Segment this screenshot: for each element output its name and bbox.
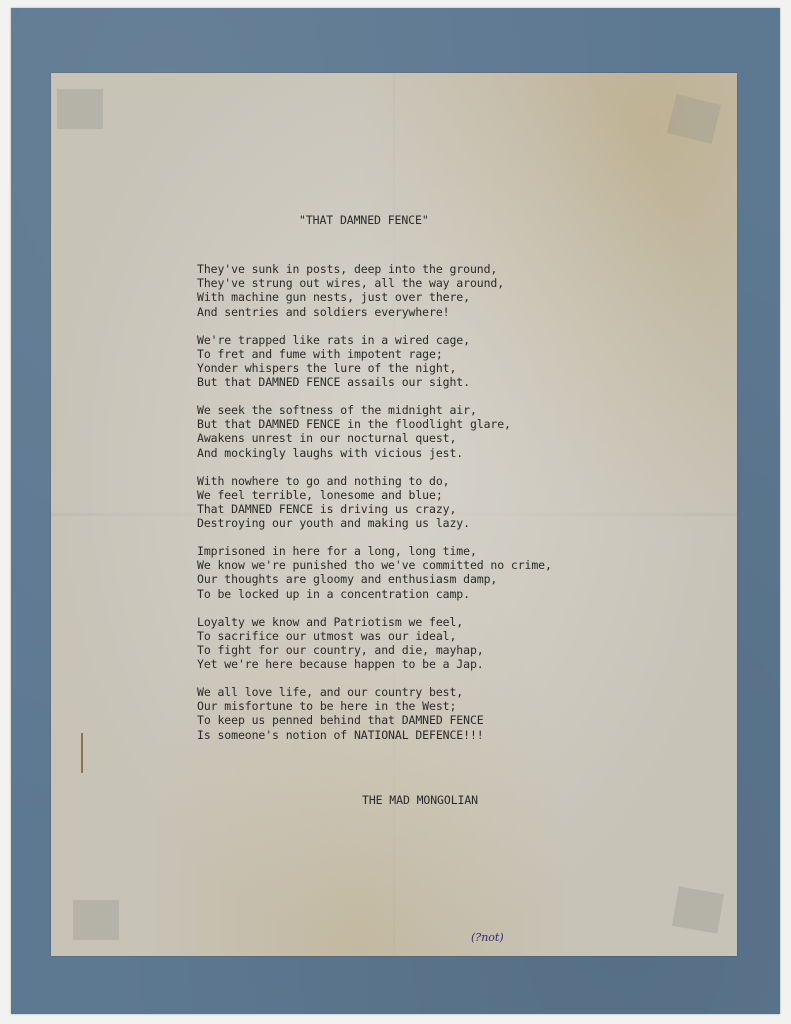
- poem-line: Destroying our youth and making us lazy.: [197, 516, 470, 531]
- poem-line: We know we're punished tho we've committed no crime,: [197, 558, 552, 573]
- tape-mark: [57, 89, 103, 129]
- stanza: [197, 615, 552, 672]
- poem-line: We seek the softness of the midnight air,: [197, 403, 477, 417]
- poem-line: To be locked up in a concentration camp.: [197, 586, 470, 601]
- stanza: [197, 262, 552, 319]
- poem-line: Loyalty we know and Patriotism we feel,: [197, 614, 464, 629]
- poem-line: To sacrifice our utmost was our ideal,: [197, 628, 457, 643]
- stanza: [197, 333, 552, 390]
- poem-line: But that DAMNED FENCE assails our sight.: [197, 375, 470, 390]
- stanza: [197, 403, 552, 460]
- tape-mark: [672, 886, 724, 933]
- poem-line: We all love life, and our country best,: [197, 685, 464, 699]
- poem-line: To keep us penned behind that DAMNED FENCE: [197, 713, 484, 728]
- tape-mark: [73, 900, 119, 940]
- tape-mark: [667, 94, 721, 144]
- poem-title: "THAT DAMNED FENCE": [299, 213, 429, 227]
- handwritten-note: (?not): [471, 931, 504, 944]
- poem-line: Yonder whispers the lure of the night,: [197, 360, 457, 375]
- pencil-mark: [81, 733, 83, 773]
- poem-line: We're trapped like rats in a wired cage,: [197, 332, 470, 347]
- poem-line: With machine gun nests, just over there,: [197, 290, 470, 305]
- poem-line: To fret and fume with impotent rage;: [197, 346, 443, 361]
- poem-line: Our thoughts are gloomy and enthusiasm damp,: [197, 572, 498, 587]
- poem-body: [197, 262, 552, 742]
- poem-line: Imprisoned in here for a long, long time,: [197, 544, 477, 558]
- poem-line: Is someone's notion of NATIONAL DEFENCE!!!: [197, 727, 484, 742]
- poem-line: But that DAMNED FENCE in the floodlight glare,: [197, 417, 511, 432]
- poem-line: They've sunk in posts, deep into the ground,: [197, 262, 498, 276]
- stanza: [197, 685, 552, 742]
- poem-line: They've strung out wires, all the way around,: [197, 276, 505, 291]
- poem-line: Awakens unrest in our nocturnal quest,: [197, 431, 457, 446]
- poem-line: To fight for our country, and die, mayhap,: [197, 642, 484, 657]
- poem-line: And sentries and soldiers everywhere!: [197, 304, 450, 319]
- poem-line: We feel terrible, lonesome and blue;: [197, 487, 443, 502]
- stanza: [197, 544, 552, 601]
- typed-sheet: [51, 73, 737, 956]
- stanza: [197, 474, 552, 531]
- poem-line: That DAMNED FENCE is driving us crazy,: [197, 501, 457, 516]
- poem-line: And mockingly laughs with vicious jest.: [197, 445, 464, 460]
- poem-signature: THE MAD MONGOLIAN: [362, 793, 479, 807]
- poem-line: Our misfortune to be here in the West;: [197, 699, 457, 714]
- poem-line: With nowhere to go and nothing to do,: [197, 473, 450, 488]
- poem-line: Yet we're here because happen to be a Jap.: [197, 657, 484, 672]
